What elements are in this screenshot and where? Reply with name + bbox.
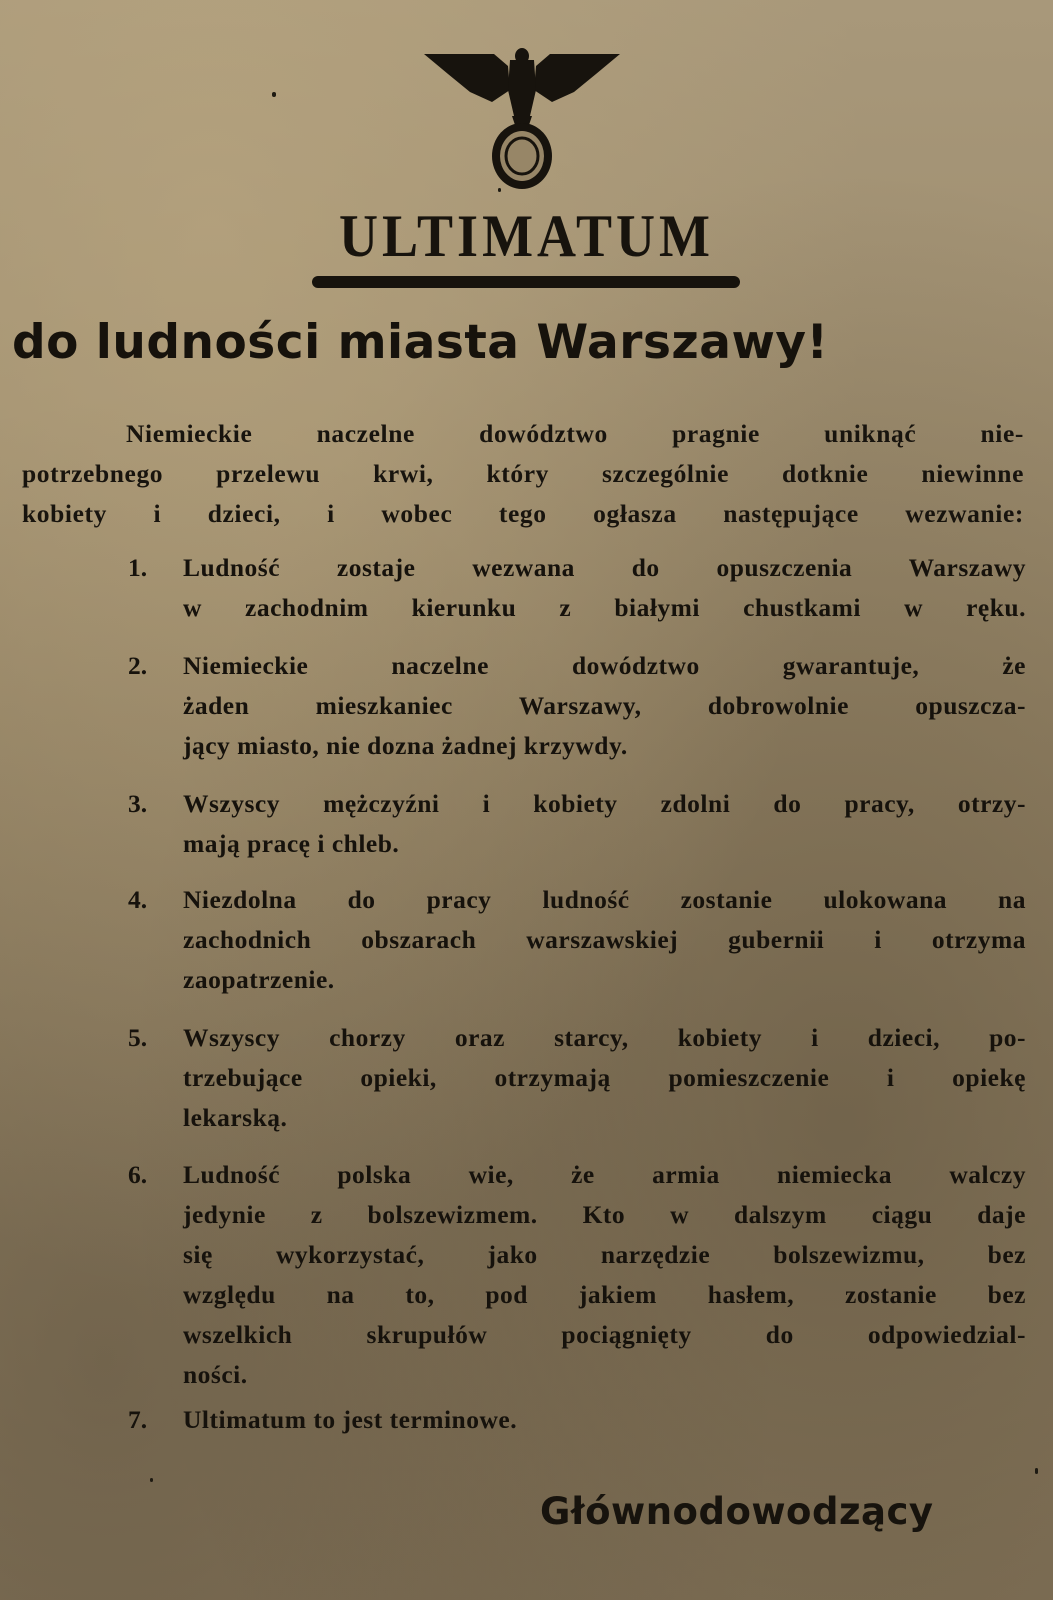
text-line: lekarską. (183, 1103, 288, 1132)
text-line: Ludność polska wie, że armia niemiecka walczy (183, 1160, 1026, 1189)
text-line: Ludność zostaje wezwana do opuszczenia Warszawy (183, 553, 1026, 582)
ink-speck (150, 1478, 153, 1482)
list-item-number: 2. (128, 651, 148, 680)
list-item-text (183, 784, 1026, 864)
list-item-text (183, 548, 1026, 628)
text-line: względu na to, pod jakiem hasłem, zostanie bez (183, 1280, 1026, 1309)
list-item-text (183, 1018, 1026, 1138)
text-line: Niezdolna do pracy ludność zostanie ulokowana na (183, 885, 1026, 914)
list-item-number: 1. (128, 553, 148, 582)
ink-speck (1035, 1468, 1038, 1474)
text-line: ności. (183, 1360, 248, 1389)
text-line: jedynie z bolszewizmem. Kto w dalszym ciągu daje (183, 1200, 1026, 1229)
text-line: Ultimatum to jest terminowe. (183, 1405, 518, 1434)
intro-line: potrzebnego przelewu krwi, który szczególnie dotknie niewinne (22, 459, 1024, 488)
list-item-number: 5. (128, 1023, 148, 1052)
list-item-text (183, 1155, 1026, 1395)
list-item-number: 4. (128, 885, 148, 914)
list-item-text (183, 646, 1026, 766)
text-line: jący miasto, nie dozna żadnej krzywdy. (183, 731, 628, 760)
document-title: ULTIMATUM (338, 202, 715, 270)
text-line: mają pracę i chleb. (183, 829, 400, 858)
text-line: Niemieckie naczelne dowództwo gwarantuje, że (183, 651, 1026, 680)
text-line: Wszyscy chorzy oraz starcy, kobiety i dzieci, po- (183, 1023, 1026, 1052)
ink-speck (272, 92, 276, 97)
list-item-number: 6. (128, 1160, 148, 1189)
text-line: trzebujące opieki, otrzymają pomieszczenie i opiekę (183, 1063, 1026, 1092)
list-item-number: 7. (128, 1405, 148, 1434)
intro-paragraph (22, 414, 1024, 534)
list-item-text (183, 880, 1026, 1000)
title-underline (312, 276, 740, 288)
text-line: żaden mieszkaniec Warszawy, dobrowolnie opuszcza- (183, 691, 1026, 720)
text-line: w zachodnim kierunku z białymi chustkami w ręku. (183, 593, 1026, 622)
intro-line: Niemieckie naczelne dowództwo pragnie uniknąć nie- (126, 419, 1024, 448)
signature: Głównodowodzący (540, 1490, 934, 1533)
eagle-emblem-icon (422, 46, 622, 191)
text-line: się wykorzystać, jako narzędzie bolszewizmu, bez (183, 1240, 1026, 1269)
text-line: zachodnich obszarach warszawskiej gubernii i otrzyma (183, 925, 1026, 954)
intro-line: kobiety i dzieci, i wobec tego ogłasza następujące wezwanie: (22, 499, 1024, 528)
list-item-number: 3. (128, 789, 148, 818)
document-subtitle: do ludności miasta Warszawy! (12, 315, 829, 370)
ink-speck (498, 188, 501, 192)
text-line: zaopatrzenie. (183, 965, 335, 994)
list-item-text (183, 1400, 1026, 1440)
text-line: Wszyscy mężczyźni i kobiety zdolni do pracy, otrzy- (183, 789, 1026, 818)
text-line: wszelkich skrupułów pociągnięty do odpowiedzial- (183, 1320, 1026, 1349)
